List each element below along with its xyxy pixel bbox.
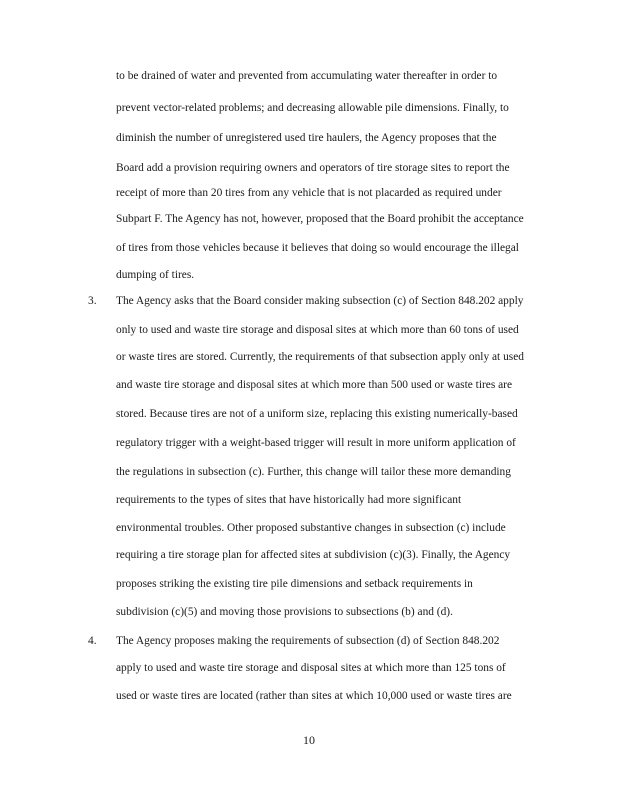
text-line: regulatory trigger with a weight-based trigger will result in more uniform application of [116, 437, 516, 449]
text-line: receipt of more than 20 tires from any vehicle that is not placarded as required under [116, 187, 502, 199]
text-line: proposes striking the existing tire pile dimensions and setback requirements in [116, 578, 473, 590]
text-line: of tires from those vehicles because it believes that doing so would encourage the illegal [116, 242, 519, 254]
text-line: The Agency asks that the Board consider making subsection (c) of Section 848.202 apply [116, 295, 524, 307]
text-line: or waste tires are stored. Currently, the requirements of that subsection apply only at used [116, 351, 524, 363]
text-line: only to used and waste tire storage and disposal sites at which more than 60 tons of used [116, 324, 519, 336]
text-line: requiring a tire storage plan for affected sites at subdivision (c)(3). Finally, the Agency [116, 549, 511, 561]
text-line: and waste tire storage and disposal sites at which more than 500 used or waste tires are [116, 379, 513, 391]
page-number: 10 [303, 733, 315, 747]
text-line: to be drained of water and prevented from accumulating water thereafter in order to [116, 70, 498, 82]
text-line: prevent vector-related problems; and decreasing allowable pile dimensions. Finally, to [116, 102, 509, 114]
text-line: dumping of tires. [116, 269, 195, 281]
text-line: requirements to the types of sites that have historically had more significant [116, 494, 462, 506]
text-line: environmental troubles. Other proposed substantive changes in subsection (c) include [116, 522, 506, 534]
text-line: diminish the number of unregistered used tire haulers, the Agency proposes that the [116, 132, 497, 144]
text-line: The Agency proposes making the requirements of subsection (d) of Section 848.202 [116, 635, 500, 647]
text-line: the regulations in subsection (c). Further, this change will tailor these more demanding [116, 466, 511, 478]
item-number: 3. [88, 295, 97, 307]
text-line: stored. Because tires are not of a uniform size, replacing this existing numerically-based [116, 408, 518, 420]
text-line: used or waste tires are located (rather than sites at which 10,000 used or waste tires are [116, 690, 512, 702]
item-number: 4. [88, 635, 97, 647]
text-line: Board add a provision requiring owners and operators of tire storage sites to report the [116, 162, 510, 174]
text-line: Subpart F. The Agency has not, however, proposed that the Board prohibit the acceptance [116, 213, 524, 225]
text-line: apply to used and waste tire storage and disposal sites at which more than 125 tons of [116, 662, 506, 674]
text-line: subdivision (c)(5) and moving those provisions to subsections (b) and (d). [116, 606, 453, 618]
